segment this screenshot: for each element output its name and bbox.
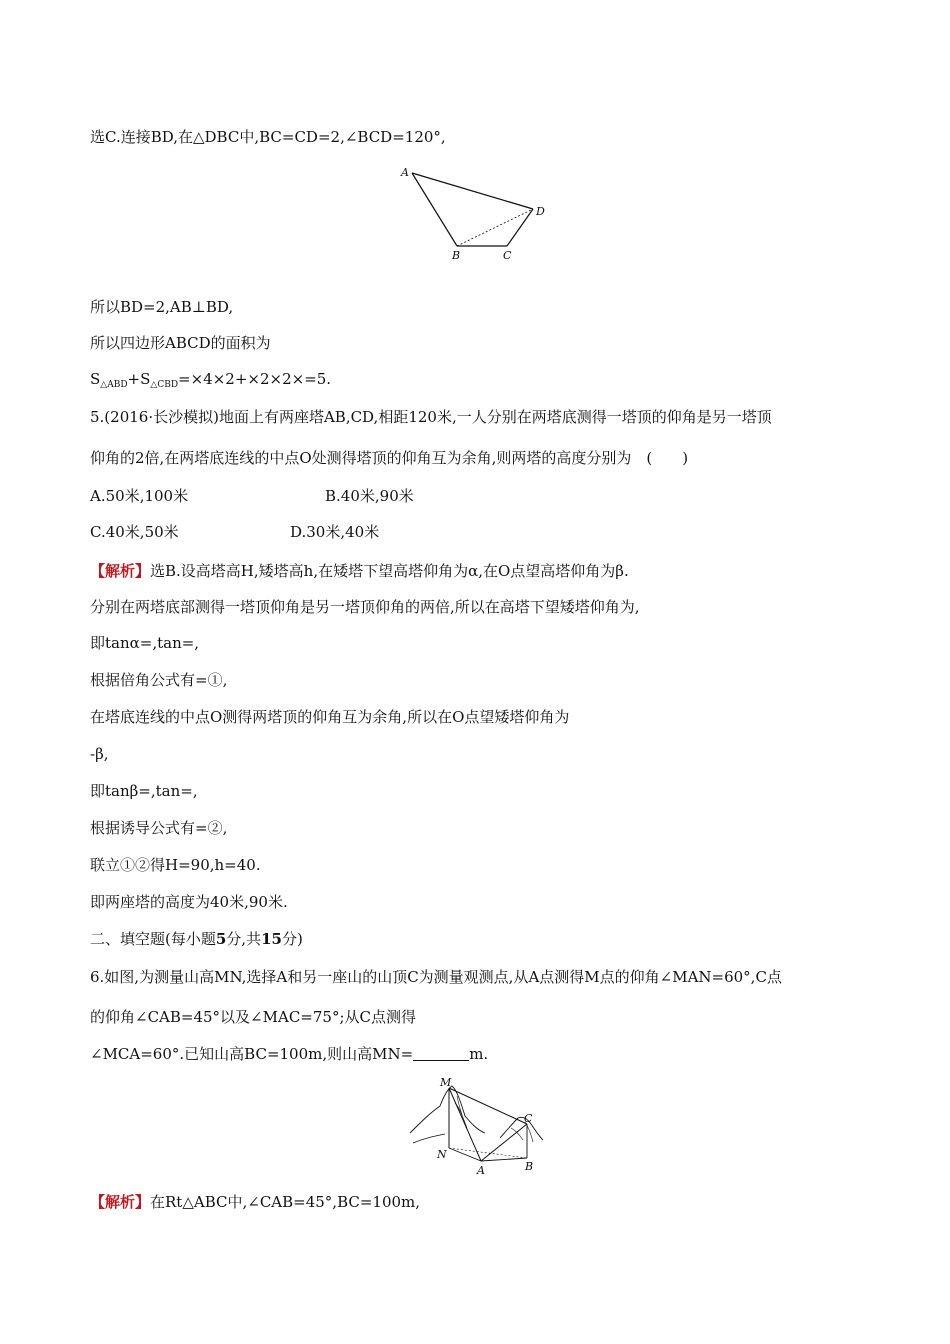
analysis-line-9: 联立①②得H=90,h=40. bbox=[90, 856, 261, 874]
analysis-line-4: 根据倍角公式有=①, bbox=[90, 671, 228, 689]
solution-line-3: 所以四边形ABCD的面积为 bbox=[90, 334, 271, 352]
option-b: B.40米,90米 bbox=[325, 487, 414, 505]
answer-blank[interactable] bbox=[413, 1046, 469, 1061]
analysis-line-1: 【解析】选B.设高塔高H,矮塔高h,在矮塔下望高塔仰角为α,在O点望高塔仰角为β. bbox=[90, 562, 629, 580]
label-c: C bbox=[503, 249, 512, 262]
mountain-figure bbox=[405, 1078, 555, 1178]
label-b: B bbox=[452, 249, 461, 262]
question-6-line-3: ∠MCA=60°.已知山高BC=100m,则山高MN= m. bbox=[90, 1045, 489, 1063]
label-c2: C bbox=[524, 1112, 533, 1125]
analysis-line-3: 即tanα=,tan=, bbox=[90, 634, 200, 652]
area-formula: $S_{\triangle ABD}+S_{\triangle CBD}=\times 4\times 2+\times 2\times 2\times=5$. bbox=[90, 370, 332, 390]
section-2-heading: 二、填空题(每小题5分,共15分) bbox=[90, 930, 303, 948]
analysis-tag-2: 【解析】 bbox=[90, 1193, 151, 1211]
question-6-line-2: 的仰角∠CAB=45°以及∠MAC=75°;从C点测得 bbox=[90, 1008, 416, 1026]
solution-line-2: 所以BD=2,AB⊥BD, bbox=[90, 298, 234, 316]
question-6-line-1: 6.如图,为测量山高MN,选择A和另一座山的山顶C为测量观测点,从A点测得M点的仰角∠MAN=60°,C点 bbox=[90, 968, 782, 986]
solution-line-1: 选C.连接BD,在△DBC中,BC=CD=2,∠BCD=120°, bbox=[90, 128, 446, 146]
question-5-line-1: 5.(2016·长沙模拟)地面上有两座塔AB,CD,相距120米,一人分别在两塔底测得一塔顶的仰角是另一塔顶 bbox=[90, 408, 772, 426]
label-a2: A bbox=[477, 1164, 485, 1177]
label-d: D bbox=[536, 205, 545, 218]
analysis-line-10: 即两座塔的高度为40米,90米. bbox=[90, 893, 288, 911]
question-5-line-2: 仰角的2倍,在两塔底连线的中点O处测得塔顶的仰角互为余角,则两塔的高度分别为 ( ) bbox=[90, 449, 689, 467]
analysis-2-line-1: 【解析】在Rt△ABC中,∠CAB=45°,BC=100m, bbox=[90, 1193, 421, 1211]
label-n: N bbox=[437, 1148, 447, 1161]
analysis-line-6: -β, bbox=[90, 745, 109, 763]
quadrilateral-figure bbox=[395, 163, 555, 263]
label-a: A bbox=[401, 166, 409, 179]
analysis-tag: 【解析】 bbox=[90, 562, 151, 580]
label-b2: B bbox=[525, 1160, 534, 1173]
option-d: D.30米,40米 bbox=[290, 523, 380, 541]
analysis-line-5: 在塔底连线的中点O测得两塔顶的仰角互为余角,所以在O点望矮塔仰角为 bbox=[90, 708, 570, 726]
analysis-line-7: 即tanβ=,tan=, bbox=[90, 782, 198, 800]
option-a: A.50米,100米 bbox=[90, 487, 189, 505]
option-c: C.40米,50米 bbox=[90, 523, 179, 541]
analysis-line-2: 分别在两塔底部测得一塔顶仰角是另一塔顶仰角的两倍,所以在高塔下望矮塔仰角为, bbox=[90, 598, 640, 616]
analysis-line-8: 根据诱导公式有=②, bbox=[90, 819, 228, 837]
label-m: M bbox=[440, 1078, 452, 1089]
